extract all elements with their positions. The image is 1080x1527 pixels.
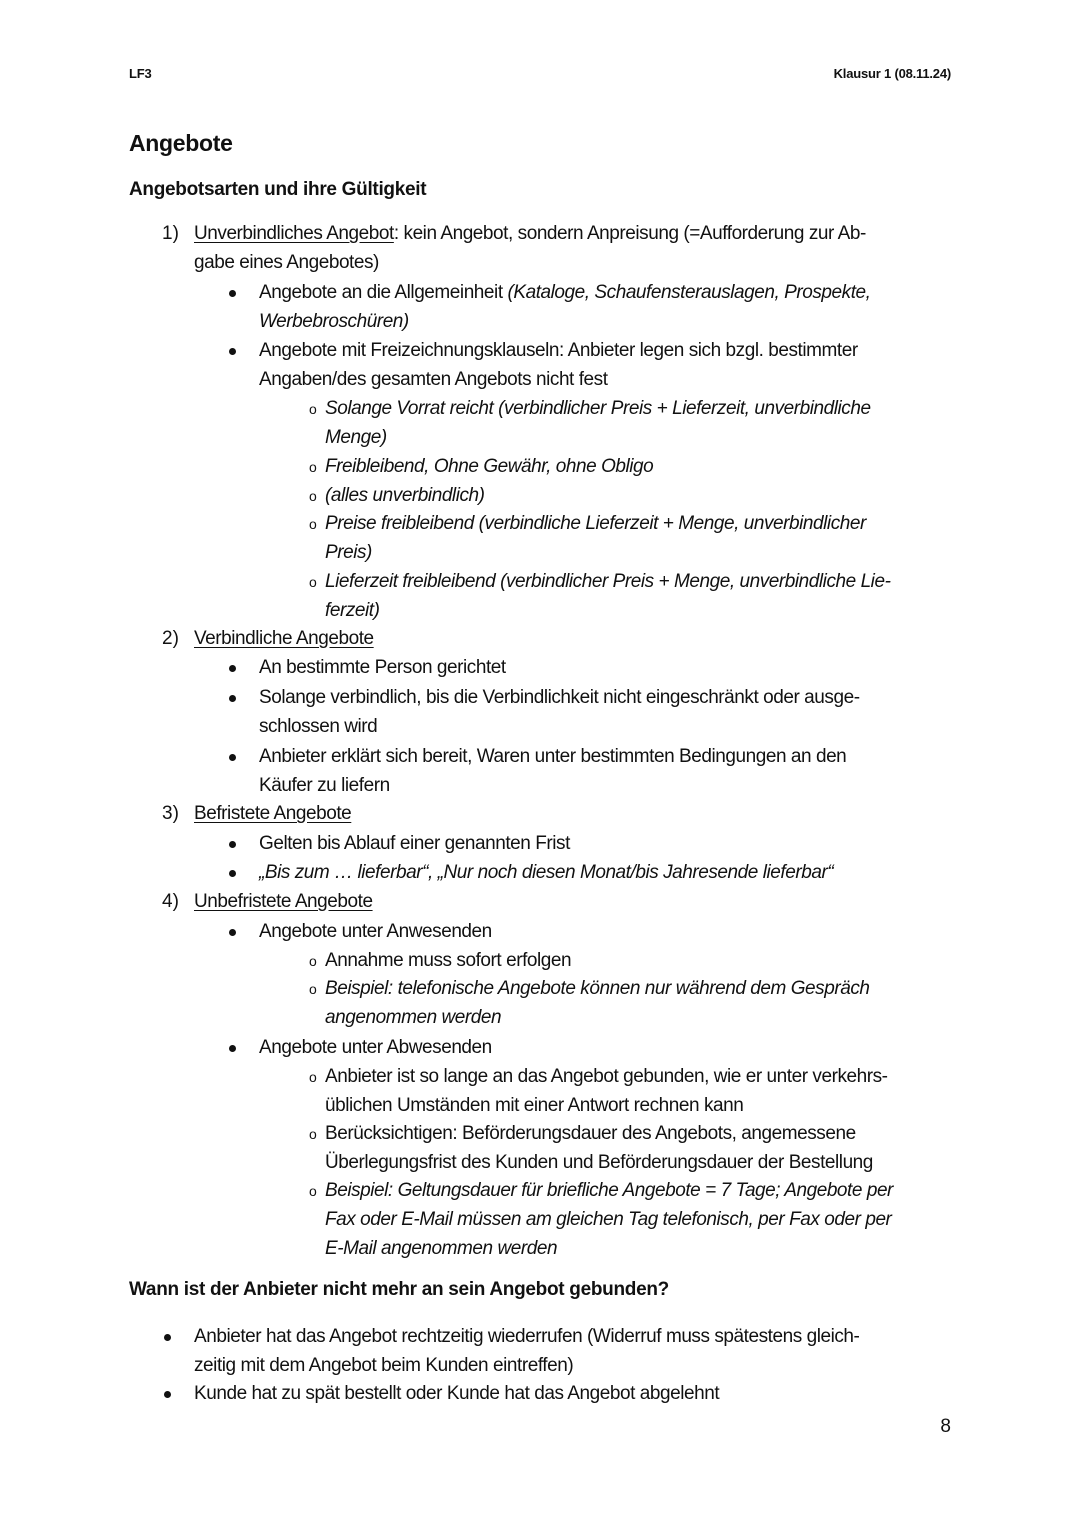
bullet-line: [259, 281, 871, 305]
item-title: Befristete Angebote: [194, 803, 352, 824]
circle-bullet-icon: o: [309, 574, 317, 590]
bullet-line: Solange verbindlich, bis die Verbindlichkeit nicht eingeschränkt oder ausge-: [259, 687, 860, 708]
page-number: 8: [940, 1416, 951, 1437]
circle-bullet-icon: o: [309, 1183, 317, 1199]
item-title: Verbindliche Angebote: [194, 628, 374, 649]
section-heading-angebotsarten: Angebotsarten und ihre Gültigkeit: [129, 179, 427, 200]
bullet-line-cont: zeitig mit dem Angebot beim Kunden eintreffen): [194, 1355, 574, 1376]
bullet-line: An bestimmte Person gerichtet: [259, 657, 506, 678]
sub-bullet-line-cont: Fax oder E-Mail müssen am gleichen Tag telefonisch, per Fax oder per: [325, 1209, 892, 1230]
bullet-icon: [229, 665, 236, 672]
item-desc-cont: gabe eines Angebotes): [194, 252, 379, 273]
section-heading-bindung: Wann ist der Anbieter nicht mehr an sein Angebot gebunden?: [129, 1279, 669, 1300]
bullet-icon: [229, 290, 236, 297]
sub-bullet-line-cont: Preis): [325, 542, 372, 563]
bullet-icon: [229, 841, 236, 848]
circle-bullet-icon: o: [309, 401, 317, 417]
sub-bullet-line: Berücksichtigen: Beförderungsdauer des Angebots, angemessene: [325, 1123, 856, 1144]
circle-bullet-icon: o: [309, 981, 317, 997]
page-title: Angebote: [129, 130, 233, 156]
sub-bullet-line-cont: Überlegungsfrist des Kunden und Beförderungsdauer der Bestellung: [325, 1152, 873, 1173]
item-number: 3): [162, 803, 179, 824]
bullet-line: Angebote unter Abwesenden: [259, 1037, 492, 1058]
sub-bullet-line-cont: angenommen werden: [325, 1007, 502, 1028]
sub-bullet-line: (alles unverbindlich): [325, 485, 485, 506]
sub-bullet-line: Preise freibleibend (verbindliche Lieferzeit + Menge, unverbindlicher: [325, 513, 866, 534]
sub-bullet-line-cont: Menge): [325, 427, 387, 448]
bullet-line: „Bis zum … lieferbar“, „Nur noch diesen Monat/bis Jahresende lieferbar“: [259, 862, 834, 883]
sub-bullet-line: Beispiel: telefonische Angebote können nur während dem Gespräch: [325, 978, 870, 999]
bullet-icon: [229, 929, 236, 936]
item-number: 4): [162, 891, 179, 912]
item-line: [194, 222, 866, 246]
bullet-line: Kunde hat zu spät bestellt oder Kunde hat das Angebot abgelehnt: [194, 1383, 720, 1404]
header-right: Klausur 1 (08.11.24): [833, 66, 951, 81]
item-desc: : kein Angebot, sondern Anpreisung (=Aufforderung zur Ab-: [393, 223, 866, 244]
bullet-line: Anbieter erklärt sich bereit, Waren unter bestimmten Bedingungen an den: [259, 746, 847, 767]
sub-bullet-line: Anbieter ist so lange an das Angebot gebunden, wie er unter verkehrs-: [325, 1066, 888, 1087]
header-left: LF3: [129, 66, 152, 81]
bullet-icon: [164, 1391, 171, 1398]
sub-bullet-line-cont: üblichen Umständen mit einer Antwort rechnen kann: [325, 1095, 744, 1116]
circle-bullet-icon: o: [309, 516, 317, 532]
bullet-line-cont: Werbebroschüren): [259, 311, 409, 332]
item-number: 1): [162, 223, 179, 244]
item-number: 2): [162, 628, 179, 649]
circle-bullet-icon: o: [309, 459, 317, 475]
item-title: Unbefristete Angebote: [194, 891, 373, 912]
bullet-text: Angebote an die Allgemeinheit: [259, 282, 508, 303]
bullet-icon: [229, 870, 236, 877]
sub-bullet-line-cont: E-Mail angenommen werden: [325, 1238, 558, 1259]
bullet-line-cont: Käufer zu liefern: [259, 775, 390, 796]
sub-bullet-line: Annahme muss sofort erfolgen: [325, 950, 572, 971]
item-title: Unverbindliches Angebot: [194, 223, 394, 244]
bullet-text-italic: (Kataloge, Schaufensterauslagen, Prospekte,: [507, 282, 871, 303]
sub-bullet-line: Freibleibend, Ohne Gewähr, ohne Obligo: [325, 456, 654, 477]
sub-bullet-line-cont: ferzeit): [325, 600, 380, 621]
bullet-icon: [229, 754, 236, 761]
circle-bullet-icon: o: [309, 1069, 317, 1085]
bullet-icon: [229, 348, 236, 355]
bullet-line-cont: Angaben/des gesamten Angebots nicht fest: [259, 369, 608, 390]
sub-bullet-line: Beispiel: Geltungsdauer für briefliche Angebote = 7 Tage; Angebote per: [325, 1180, 893, 1201]
sub-bullet-line: Lieferzeit freibleibend (verbindlicher Preis + Menge, unverbindliche Lie-: [325, 571, 891, 592]
bullet-line-cont: schlossen wird: [259, 716, 378, 737]
bullet-line: Angebote mit Freizeichnungsklauseln: Anbieter legen sich bzgl. bestimmter: [259, 340, 858, 361]
bullet-line: Anbieter hat das Angebot rechtzeitig wiederrufen (Widerruf muss spätestens gleich-: [194, 1326, 860, 1347]
bullet-line: Angebote unter Anwesenden: [259, 921, 492, 942]
sub-bullet-line: Solange Vorrat reicht (verbindlicher Preis + Lieferzeit, unverbindliche: [325, 398, 871, 419]
circle-bullet-icon: o: [309, 953, 317, 969]
bullet-line: Gelten bis Ablauf einer genannten Frist: [259, 833, 570, 854]
bullet-icon: [229, 1045, 236, 1052]
circle-bullet-icon: o: [309, 1126, 317, 1142]
circle-bullet-icon: o: [309, 488, 317, 504]
bullet-icon: [229, 695, 236, 702]
bullet-icon: [164, 1334, 171, 1341]
